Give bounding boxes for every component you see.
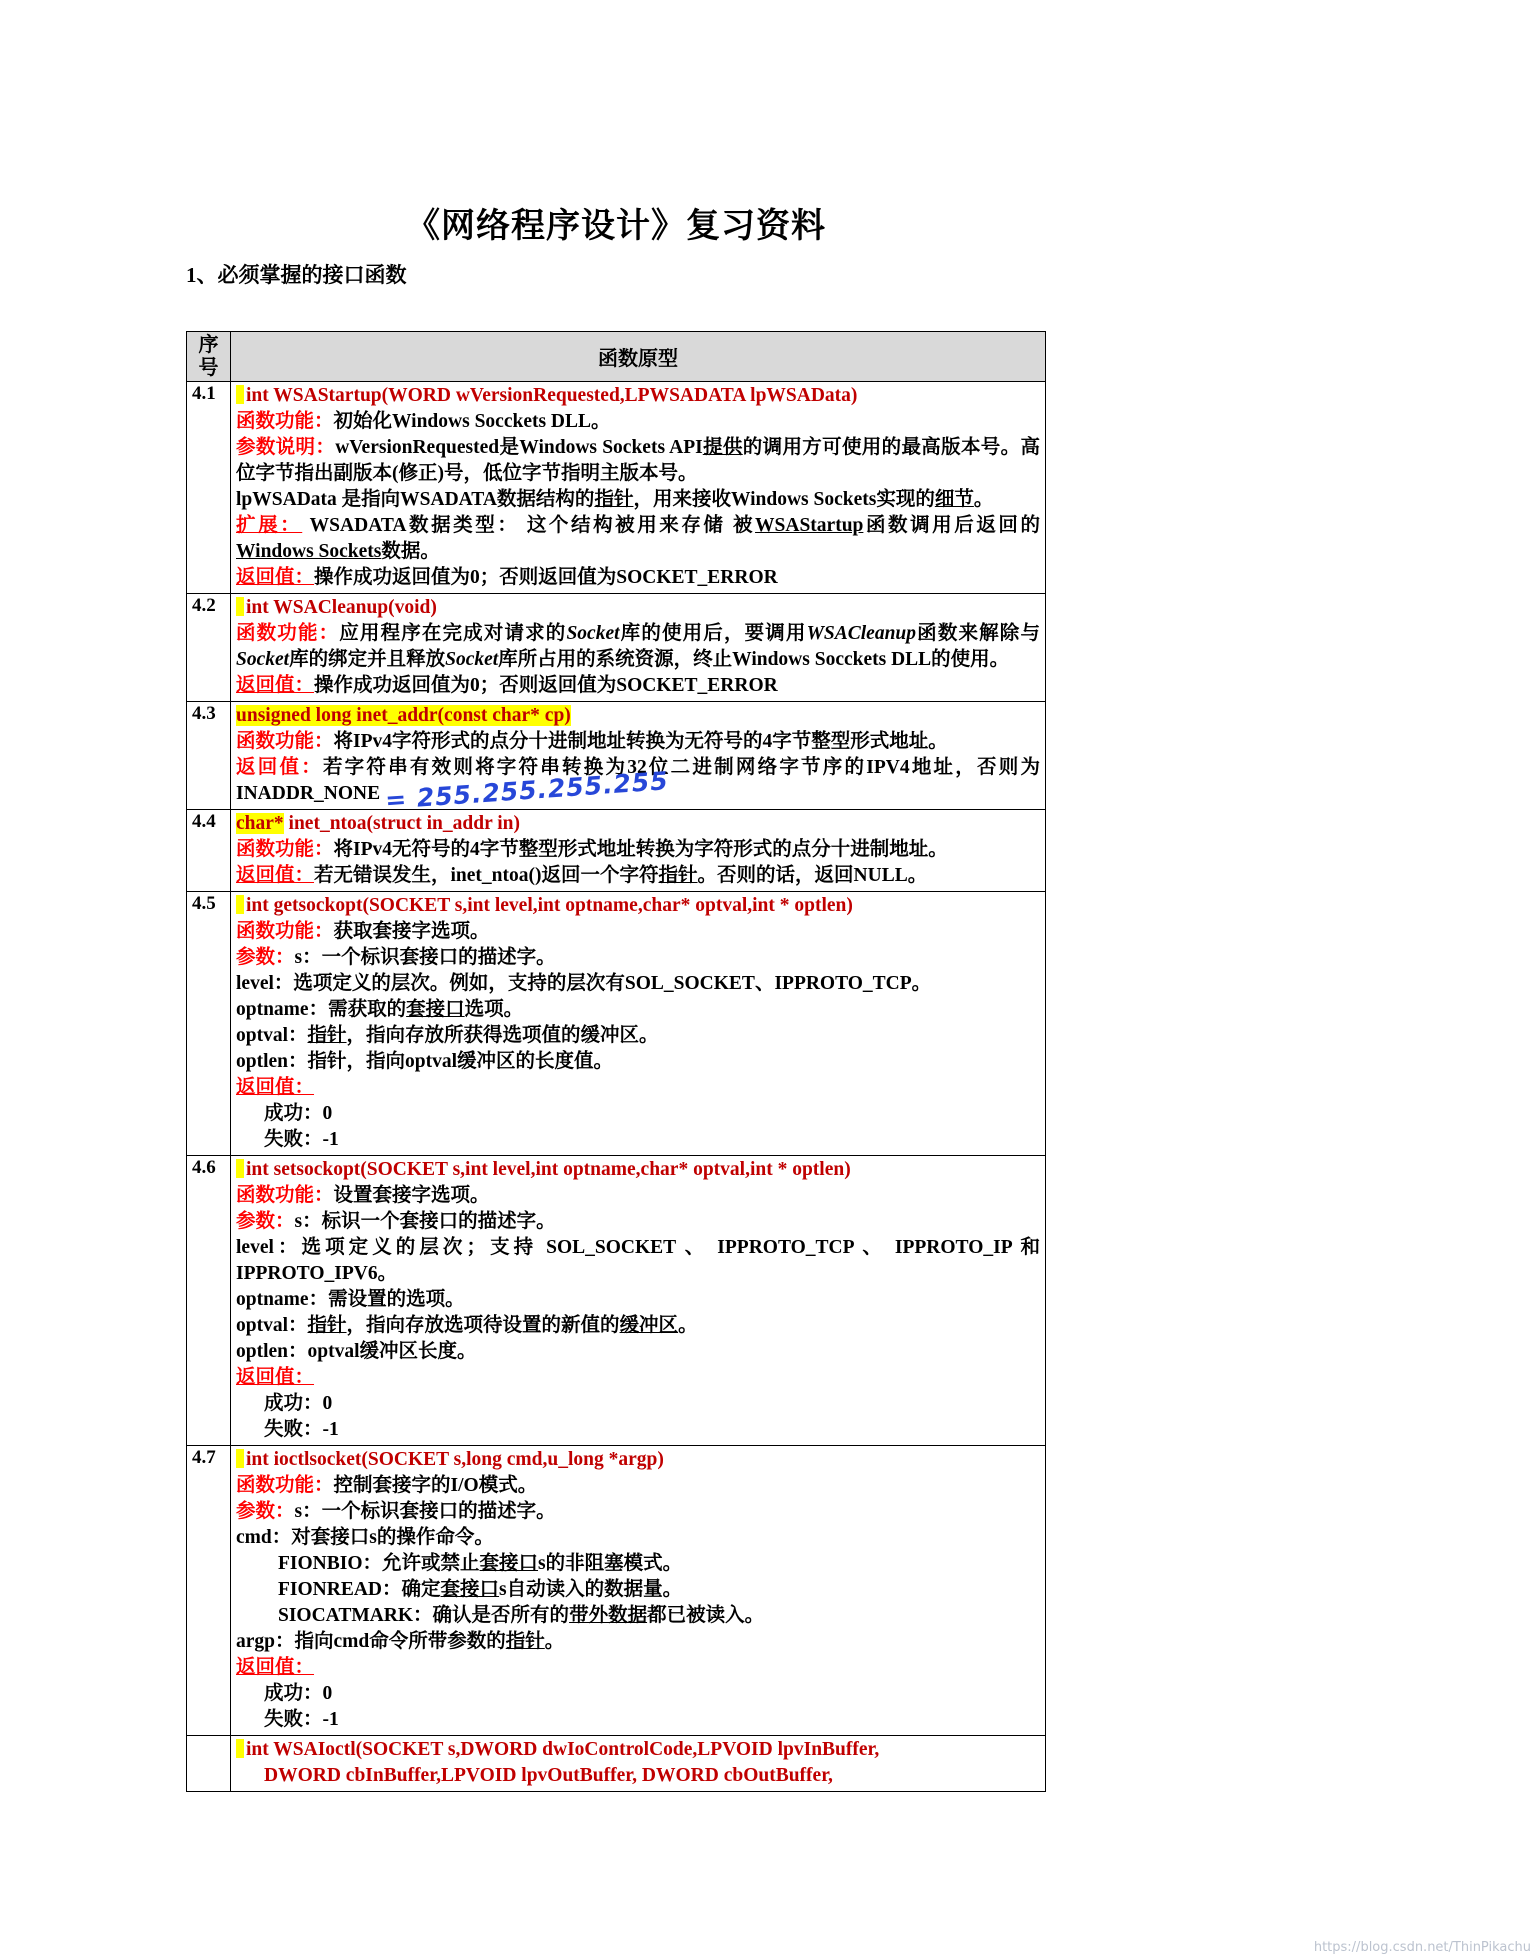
text-segment: 失败：-1	[264, 1129, 339, 1150]
text-segment: 返回值：	[236, 1367, 315, 1388]
text-line	[236, 1655, 1040, 1681]
text-segment: 指针	[307, 1315, 347, 1336]
table-row	[187, 702, 1046, 810]
text-segment: 参数：	[236, 947, 295, 968]
text-segment: 操作成功返回值为0；否则返回值为SOCKET_ERROR	[314, 567, 778, 588]
row-number: 4.5	[187, 892, 231, 1156]
text-segment: Socket	[566, 623, 620, 644]
row-number: 4.1	[187, 382, 231, 594]
row-content	[231, 810, 1046, 892]
text-line	[236, 1603, 1040, 1629]
text-segment: 函数功能：	[236, 731, 334, 752]
row-content	[231, 1156, 1046, 1446]
text-line	[236, 1075, 1040, 1101]
text-segment: wVersionRequested是Windows Sockets API	[335, 437, 703, 458]
text-line	[236, 1499, 1040, 1525]
text-segment: 参数：	[236, 1501, 295, 1522]
table-row	[187, 382, 1046, 594]
text-segment: 应用程序在完成对请求的	[339, 623, 567, 644]
text-line	[236, 1339, 1040, 1365]
text-segment: 库的绑定并且释放	[289, 649, 446, 670]
text-segment: 指针	[658, 865, 698, 886]
row-content	[231, 1736, 1046, 1792]
text-segment: 参数：	[236, 1211, 295, 1232]
text-segment: 返回值：	[236, 1077, 315, 1098]
text-segment: s的非阻塞模式。	[538, 1553, 683, 1574]
row-number: 4.3	[187, 702, 231, 810]
function-prototype: int WSACleanup(void)	[246, 597, 437, 618]
yellow-highlight-mark	[236, 1739, 244, 1758]
highlighted-text: unsigned long inet_addr(const char* cp)	[236, 705, 571, 726]
row-content	[231, 892, 1046, 1156]
text-segment: 失败：-1	[264, 1709, 339, 1730]
text-line	[236, 595, 1040, 621]
text-line	[236, 919, 1040, 945]
row-number: 4.7	[187, 1446, 231, 1736]
text-line	[236, 811, 1040, 837]
section-heading: 1、必须掌握的接口函数	[186, 263, 407, 287]
text-segment: 将IPv4字符形式的点分十进制地址转换为无符号的4字节整型形式地址。	[333, 731, 948, 752]
text-segment: 成功：0	[264, 1683, 333, 1704]
table-row	[187, 1446, 1046, 1736]
function-prototype: inet_ntoa(struct in_addr in)	[283, 813, 521, 834]
text-segment: 参数说明：	[236, 437, 336, 458]
text-segment: optname：需获取的	[236, 999, 407, 1020]
text-segment: Socket	[236, 649, 290, 670]
yellow-highlight-mark	[236, 597, 244, 616]
text-line	[236, 1287, 1040, 1313]
text-segment: 返回值：	[236, 1657, 315, 1678]
column-header-number: 序号	[187, 332, 231, 382]
text-line	[236, 383, 1040, 409]
text-segment: 获取套接字选项。	[333, 921, 490, 942]
text-segment: 初始化Windows Socckets DLL。	[333, 411, 611, 432]
text-segment: SIOCATMARK：确认是否所有的	[278, 1605, 570, 1626]
text-segment: 将IPv4无符号的4字节整型形式地址转换为字符形式的点分十进制地址。	[333, 839, 948, 860]
highlighted-text: char*	[236, 813, 284, 834]
text-segment: Socket	[445, 649, 499, 670]
text-segment: WSACleanup	[806, 623, 917, 644]
text-segment: 成功：0	[264, 1393, 333, 1414]
function-prototype: int ioctlsocket(SOCKET s,long cmd,u_long *argp)	[246, 1449, 664, 1470]
text-segment: optlen：指针，指向optval缓冲区的长度值。	[236, 1051, 614, 1072]
text-line	[236, 997, 1040, 1023]
text-segment: s自动读入的数据量。	[499, 1579, 683, 1600]
function-table	[186, 331, 1046, 1792]
text-segment: 库的使用后，要调用	[619, 623, 807, 644]
table-row	[187, 1156, 1046, 1446]
text-line	[236, 1127, 1040, 1153]
text-line	[236, 755, 1040, 815]
text-segment: 。否则的话，返回NULL。	[697, 865, 928, 886]
text-segment: ，指向存放所获得选项值的缓冲区。	[346, 1025, 659, 1046]
text-line	[236, 1101, 1040, 1127]
text-segment: argp：指向cmd命令所带参数的	[236, 1631, 506, 1652]
yellow-highlight-mark	[236, 1449, 244, 1468]
text-line	[236, 1023, 1040, 1049]
watermark: https://blog.csdn.net/ThinPikachu	[1313, 1940, 1531, 1955]
text-segment: 都已被读入。	[647, 1605, 765, 1626]
text-line	[236, 1763, 1040, 1789]
text-segment: 若无错误发生，inet_ntoa()返回一个字符	[314, 865, 659, 886]
text-line	[236, 863, 1040, 889]
text-segment: 库所占用的系统资源，终止Windows Socckets DLL的使用。	[498, 649, 1010, 670]
text-segment: 控制套接字的I/O模式。	[333, 1475, 538, 1496]
text-segment: 函数功能：	[236, 839, 334, 860]
text-segment: optlen：optval缓冲区长度。	[236, 1341, 477, 1362]
table-row	[187, 892, 1046, 1156]
text-segment: 函数来解除与	[916, 623, 1040, 644]
text-segment: ，用来接收Windows Sockets实现的	[633, 489, 935, 510]
text-segment: optname：需设置的选项。	[236, 1289, 465, 1310]
text-line	[236, 971, 1040, 997]
text-segment: 函数功能：	[236, 1185, 334, 1206]
text-line	[236, 1209, 1040, 1235]
text-segment: s：一个标识套接口的描述字。	[294, 947, 556, 968]
text-segment: 成功：0	[264, 1103, 333, 1124]
row-number	[187, 1736, 231, 1792]
text-line	[236, 513, 1040, 565]
text-segment: level：选项定义的层次；支持 SOL_SOCKET 、 IPPROTO_TCP 、 IPPROTO_IP 和IPPROTO_IPV6。	[236, 1237, 1040, 1284]
text-segment: FIONREAD：确定	[278, 1579, 441, 1600]
text-segment: level：选项定义的层次。例如，支持的层次有SOL_SOCKET、IPPROTO_TCP。	[236, 973, 932, 994]
text-segment: s：标识一个套接口的描述字。	[294, 1211, 556, 1232]
yellow-highlight-mark	[236, 385, 244, 404]
text-line	[236, 1365, 1040, 1391]
text-segment: 的调用方可使用的最高版本号。高位字节指出副版本(修正)号，低位字节指明主版本号。	[236, 437, 1040, 484]
function-prototype: DWORD cbInBuffer,LPVOID lpvOutBuffer, DWORD cbOutBuffer,	[264, 1765, 833, 1786]
text-segment: cmd：对套接口s的操作命令。	[236, 1527, 494, 1548]
text-line	[236, 1313, 1040, 1339]
text-line	[236, 409, 1040, 435]
row-content	[231, 1446, 1046, 1736]
text-line	[236, 1525, 1040, 1551]
text-segment: s：一个标识套接口的描述字。	[294, 1501, 556, 1522]
text-line	[236, 1391, 1040, 1417]
function-prototype: int setsockopt(SOCKET s,int level,int optname,char* optval,int * optlen)	[246, 1159, 851, 1180]
text-segment: 扩展：	[236, 515, 303, 536]
table-row	[187, 594, 1046, 702]
text-segment: 套接口	[479, 1553, 539, 1574]
page-title: 《网络程序设计》复习资料	[406, 208, 826, 245]
text-line	[236, 673, 1040, 699]
function-prototype: int WSAStartup(WORD wVersionRequested,LPWSADATA lpWSAData)	[246, 385, 858, 406]
text-line	[236, 565, 1040, 591]
text-line	[236, 703, 1040, 729]
text-segment: 套接口	[440, 1579, 500, 1600]
table-row	[187, 1736, 1046, 1792]
text-line	[236, 1235, 1040, 1287]
column-header-prototype: 函数原型	[231, 332, 1046, 382]
text-segment: 带外数据	[569, 1605, 648, 1626]
yellow-highlight-mark	[236, 895, 244, 914]
row-number: 4.6	[187, 1156, 231, 1446]
text-segment: 套接口	[406, 999, 465, 1020]
function-prototype: int WSAIoctl(SOCKET s,DWORD dwIoControlCode,LPVOID lpvInBuffer,	[246, 1739, 880, 1760]
text-segment: optval：	[236, 1025, 308, 1046]
text-line	[236, 1473, 1040, 1499]
text-segment: 细节	[934, 489, 974, 510]
text-line	[236, 1707, 1040, 1733]
text-segment: 。	[544, 1631, 565, 1652]
text-segment: 返回值：	[236, 865, 315, 886]
text-line	[236, 1629, 1040, 1655]
text-segment: 缓冲区	[619, 1315, 679, 1336]
row-number: 4.4	[187, 810, 231, 892]
text-segment: 函数功能：	[236, 921, 334, 942]
text-segment: optval：	[236, 1315, 308, 1336]
text-line	[236, 729, 1040, 755]
text-segment: ，指向存放选项待设置的新值的	[346, 1315, 620, 1336]
table-header-row	[187, 332, 1046, 382]
text-line	[236, 1157, 1040, 1183]
table-row	[187, 810, 1046, 892]
text-line	[236, 1183, 1040, 1209]
row-content	[231, 702, 1046, 815]
document-page	[186, 0, 1046, 1792]
text-segment: 返回值：	[236, 567, 315, 588]
text-segment: lpWSAData 是指向WSADATA数据结构的	[236, 489, 595, 510]
text-segment: 指针	[505, 1631, 545, 1652]
text-line	[236, 1417, 1040, 1443]
text-line	[236, 1577, 1040, 1603]
function-table-body	[187, 382, 1046, 1792]
text-line	[236, 435, 1040, 487]
text-line	[236, 1447, 1040, 1473]
text-segment: 操作成功返回值为0；否则返回值为SOCKET_ERROR	[314, 675, 778, 696]
text-line	[236, 1737, 1040, 1763]
text-segment: Windows Sockets	[236, 541, 382, 562]
text-segment: 函数功能：	[236, 411, 334, 432]
text-segment: FIONBIO：允许或禁止	[278, 1553, 480, 1574]
text-segment: WSADATA数据类型： 这个结构被用来存储 被	[302, 515, 756, 536]
handwritten-annotation: = 255.255.255.255	[384, 766, 670, 815]
text-segment: 函数功能：	[236, 623, 340, 644]
text-segment: WSAStartup	[755, 515, 864, 536]
text-segment: 选项。	[464, 999, 524, 1020]
text-segment: 数据。	[381, 541, 440, 562]
row-content	[231, 382, 1046, 594]
row-content	[231, 594, 1046, 702]
text-line	[236, 1551, 1040, 1577]
text-segment: 返回值：	[236, 757, 323, 778]
text-segment: 提供	[702, 437, 743, 458]
text-segment: 设置套接字选项。	[333, 1185, 490, 1206]
text-segment: 指针	[594, 489, 634, 510]
text-segment: 函数调用后返回的	[863, 515, 1040, 536]
text-segment: 函数功能：	[236, 1475, 334, 1496]
text-line	[236, 1681, 1040, 1707]
text-line	[236, 621, 1040, 673]
text-line	[236, 1049, 1040, 1075]
text-segment: 。	[973, 489, 994, 510]
text-segment: 指针	[307, 1025, 347, 1046]
text-segment: 。	[678, 1315, 698, 1336]
text-segment: 失败：-1	[264, 1419, 339, 1440]
text-line	[236, 837, 1040, 863]
row-number: 4.2	[187, 594, 231, 702]
text-line	[236, 945, 1040, 971]
text-line	[236, 487, 1040, 513]
text-segment: 返回值：	[236, 675, 315, 696]
function-prototype: int getsockopt(SOCKET s,int level,int optname,char* optval,int * optlen)	[246, 895, 853, 916]
text-segment: 若字符串有效则将字符串转换为32位二进制网络字节序的IPV4地址，否则为INADDR_NONE	[236, 757, 1040, 804]
text-line	[236, 893, 1040, 919]
yellow-highlight-mark	[236, 1159, 244, 1178]
